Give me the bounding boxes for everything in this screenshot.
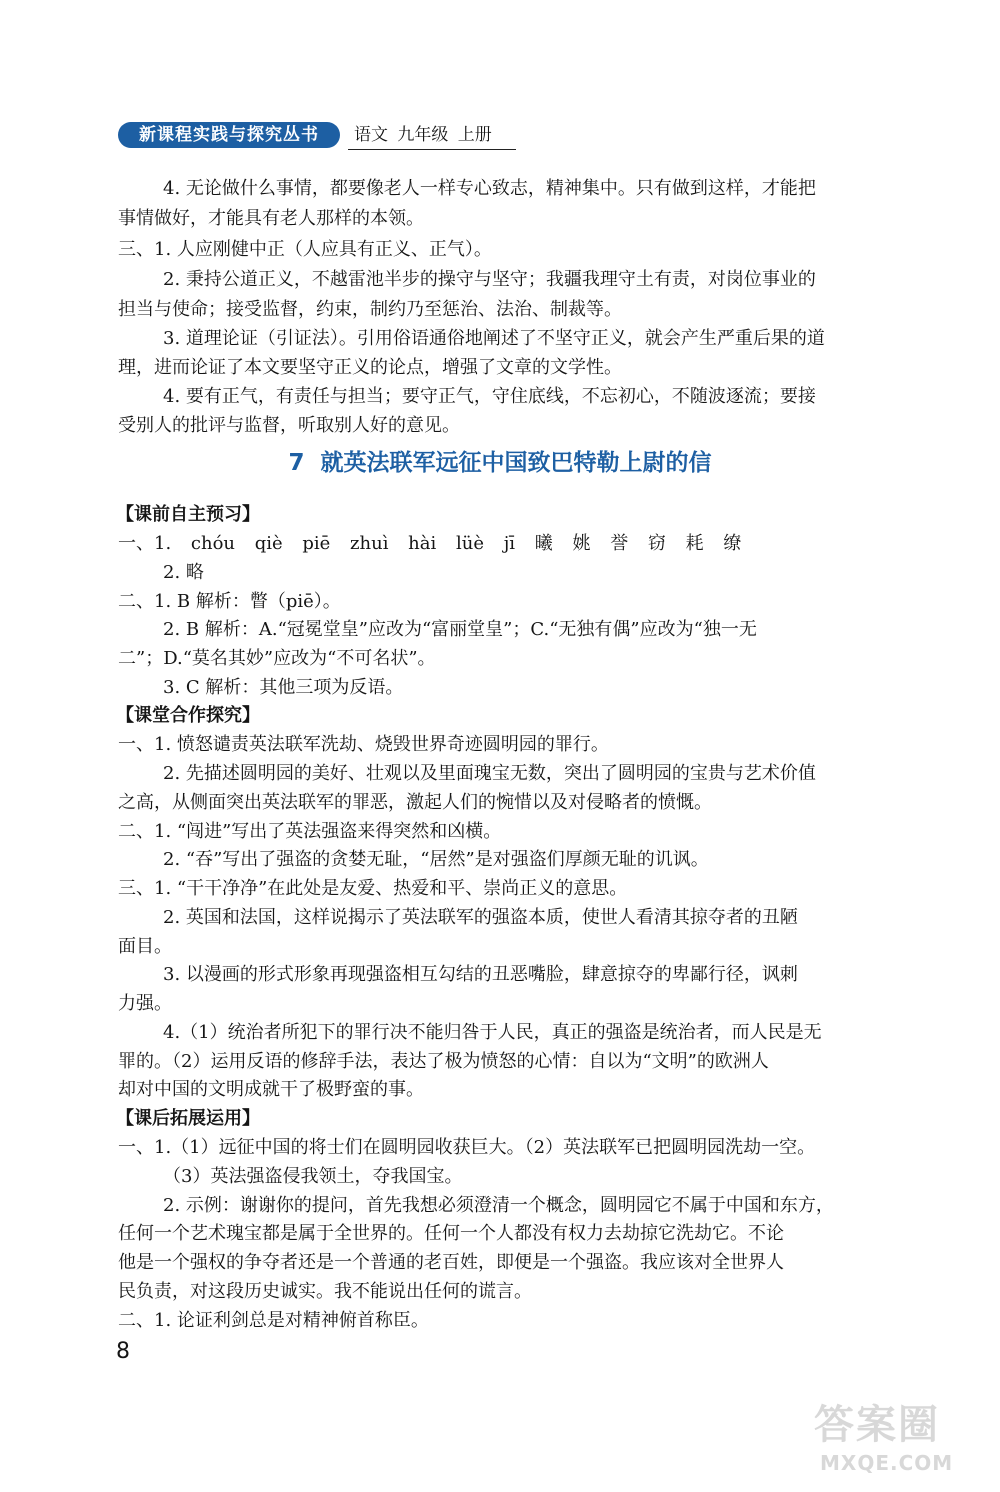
chapter-number: 7 <box>288 450 305 476</box>
answer-line: 2. 英国和法国，这样说揭示了英法联军的强盗本质，使世人看清其掠夺者的丑陋 <box>163 907 798 928</box>
answer-line: 3. 道理论证（引证法）。引用俗语通俗地阐述了不坚守正义，就会产生严重后果的道 <box>163 328 825 349</box>
answer-line: 三、1. “干干净净”在此处是友爱、热爱和平、崇尚正义的意思。 <box>118 878 628 899</box>
subject-grade-label: 语文 九年级 上册 <box>354 125 492 145</box>
answer-line: 二、1. “闯进”写出了英法强盗来得突然和凶横。 <box>118 821 502 842</box>
chapter-title <box>0 448 1000 478</box>
answer-line: 事情做好，才能具有老人那样的本领。 <box>118 208 424 229</box>
answer-line: 2. “吞”写出了强盗的贪婪无耻，“居然”是对强盗们厚颜无耻的讥讽。 <box>163 849 709 870</box>
answer-line: 二、1. 论证利剑总是对精神俯首称臣。 <box>118 1310 429 1331</box>
answer-line: 却对中国的文明成就干了极野蛮的事。 <box>118 1079 424 1100</box>
answer-line: 二、1. B 解析：瞥（piē）。 <box>118 591 341 612</box>
watermark-logo <box>806 1402 990 1484</box>
watermark-url: MXQE.COM <box>820 1451 954 1475</box>
watermark-text: 答案圈 <box>814 1402 940 1448</box>
page-number: 8 <box>116 1339 130 1364</box>
answer-line: 罪的。（2）运用反语的修辞手法，表达了极为愤怒的心情：自以为“文明”的欧洲人 <box>118 1051 769 1072</box>
answer-line: 面目。 <box>118 936 172 957</box>
answer-line: 理，进而论证了本文要坚守正义的论点，增强了文章的文学性。 <box>118 357 622 378</box>
answer-line: 三、1. 人应刚健中正（人应具有正义、正气）。 <box>118 239 492 260</box>
chapter-title-text: 就英法联军远征中国致巴特勒上尉的信 <box>320 450 712 476</box>
answer-line: 力强。 <box>118 993 172 1014</box>
section-heading-preview: 【课前自主预习】 <box>116 504 260 525</box>
answer-line: 2. 先描述圆明园的美好、壮观以及里面瑰宝无数，突出了圆明园的宝贵与艺术价值 <box>163 763 816 784</box>
book-header <box>118 118 516 152</box>
answer-line: 受别人的批评与监督，听取别人好的意见。 <box>118 415 460 436</box>
answer-line: 2. 示例：谢谢你的提问，首先我想必须澄清一个概念，圆明园它不属于中国和东方， <box>163 1195 834 1216</box>
answer-line: 他是一个强权的争夺者还是一个普通的老百姓，即便是一个强盗。我应该对全世界人 <box>118 1252 784 1273</box>
answer-line: 3. C 解析：其他三项为反语。 <box>163 677 404 698</box>
answer-line: 4.（1）统治者所犯下的罪行决不能归咎于人民，真正的强盗是统治者，而人民是无 <box>163 1022 822 1043</box>
answer-line: 民负责，对这段历史诚实。我不能说出任何的谎言。 <box>118 1281 532 1302</box>
answer-line: （3）英法强盗侵我领土，夺我国宝。 <box>163 1166 463 1187</box>
header-rule <box>348 149 516 150</box>
answer-line: 3. 以漫画的形式形象再现强盗相互勾结的丑恶嘴脸，肆意掠夺的卑鄙行径，讽刺 <box>163 964 798 985</box>
answer-line: 一、1.（1）远征中国的将士们在圆明园收获巨大。（2）英法联军已把圆明园洗劫一空。 <box>118 1137 816 1158</box>
answer-line: 一、1. chóu qiè piē zhuì hài lüè jī 曦 姚 誉 窃 耗 缭 <box>118 533 742 554</box>
answer-line: 4. 要有正气，有责任与担当；要守正气，守住底线，不忘初心，不随波逐流；要接 <box>163 386 816 407</box>
answer-line: 2. B 解析：A.“冠冕堂皇”应改为“富丽堂皇”；C.“无独有偶”应改为“独一无 <box>163 619 757 640</box>
series-name-badge: 新课程实践与探究丛书 <box>118 122 340 148</box>
answer-line: 二”；D.“莫名其妙”应改为“不可名状”。 <box>118 648 436 669</box>
answer-line: 一、1. 愤怒谴责英法联军洗劫、烧毁世界奇迹圆明园的罪行。 <box>118 734 609 755</box>
answer-line: 之高，从侧面突出英法联军的罪恶，激起人们的惋惜以及对侵略者的愤慨。 <box>118 792 712 813</box>
section-heading-classroom: 【课堂合作探究】 <box>116 705 260 726</box>
answer-line: 担当与使命；接受监督，约束，制约乃至惩治、法治、制裁等。 <box>118 299 622 320</box>
section-heading-extension: 【课后拓展运用】 <box>116 1108 260 1129</box>
answer-line: 任何一个艺术瑰宝都是属于全世界的。任何一个人都没有权力去劫掠它洗劫它。不论 <box>118 1223 784 1244</box>
answer-line: 4. 无论做什么事情，都要像老人一样专心致志，精神集中。只有做到这样，才能把 <box>163 178 816 199</box>
answer-line: 2. 略 <box>163 562 204 583</box>
answer-line: 2. 秉持公道正义，不越雷池半步的操守与坚守；我疆我理守土有责，对岗位事业的 <box>163 269 816 290</box>
